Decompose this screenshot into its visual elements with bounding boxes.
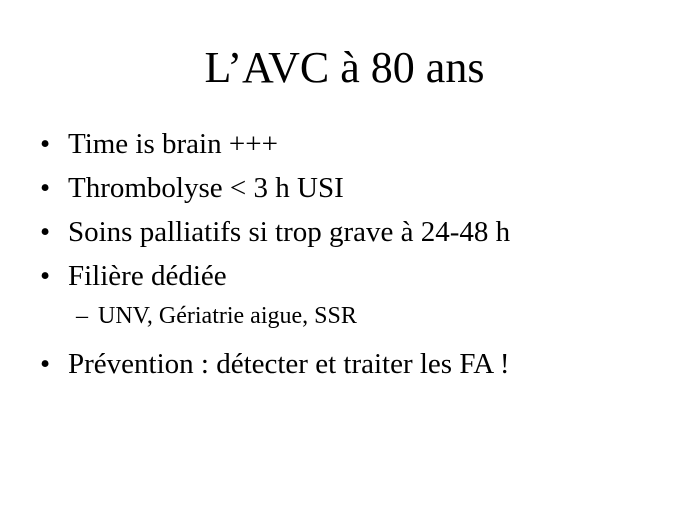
bullet-item bbox=[40, 256, 670, 300]
bullet-text: Filière dédiée bbox=[68, 260, 227, 292]
bullet-item bbox=[40, 124, 670, 168]
bullet-text: Time is brain +++ bbox=[68, 128, 278, 160]
sub-bullet-text: UNV, Gériatrie aigue, SSR bbox=[98, 303, 357, 329]
sub-bullet-item bbox=[40, 300, 670, 344]
bullet-dot: • bbox=[40, 216, 51, 248]
slide-title: L’AVC à 80 ans bbox=[204, 43, 485, 92]
sub-bullet-dash: – bbox=[76, 303, 88, 329]
bullet-text: Prévention : détecter et traiter les FA ! bbox=[68, 348, 510, 380]
bullet-text: Soins palliatifs si trop grave à 24-48 h bbox=[68, 216, 511, 248]
bullet-text: Thrombolyse < 3 h USI bbox=[68, 172, 344, 204]
bullet-item bbox=[40, 344, 670, 388]
bullet-dot: • bbox=[40, 128, 51, 160]
bullet-dot: • bbox=[40, 260, 51, 292]
bullet-dot: • bbox=[40, 172, 51, 204]
bullet-item bbox=[40, 168, 670, 212]
bullet-dot: • bbox=[40, 348, 51, 380]
bullet-item bbox=[40, 212, 670, 256]
bullet-list bbox=[40, 124, 670, 388]
